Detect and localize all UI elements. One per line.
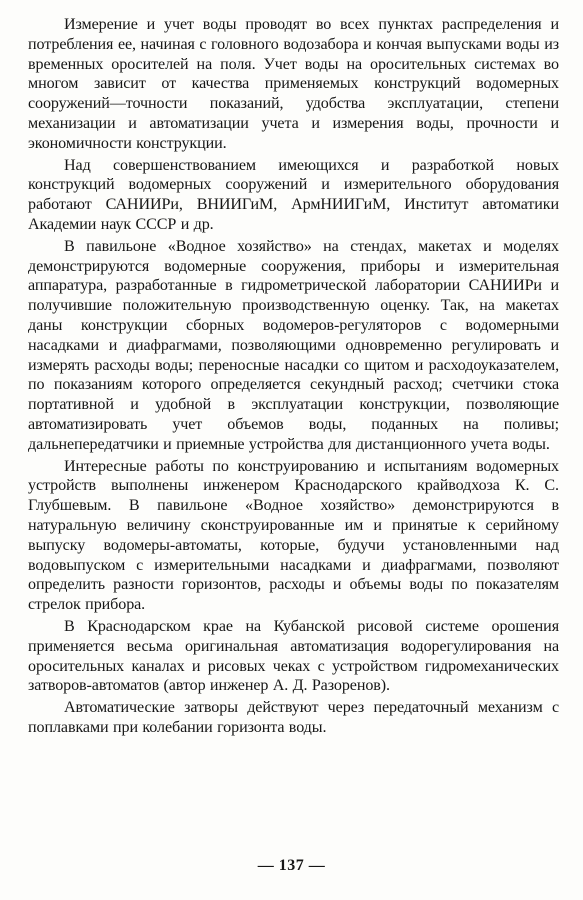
- paragraph-research-institutes: Над совершенствованием имеющихся и разработкой новых конструкций водомерных сооружений и измерительного оборудования работают САНИИРи, ВНИИГиМ, АрмНИИГиМ, Институт автоматики Академии наук СССР и др.: [28, 156, 559, 233]
- page-number: — 137 —: [257, 857, 326, 874]
- paragraph-krasnodar-automation: В Краснодарском крае на Кубанской рисовой системе орошения применяется весьма оригинальная автоматизация водорегулирования на оросительных каналах и рисовых чеках с устройством гидромеханических затворов-автоматов (автор инженер А. Д. Разоренов).: [28, 617, 559, 695]
- paragraph-water-measurement: Измерение и учет воды проводят во всех пунктах распределения и потребления ее, начиная с головного водозабора и кончая выпусками воды из временных оросителей на поля. Учет воды на оросительных системах во многом зависит от качества применяемых конструкций водомерных сооружений—точности показаний, удобства эксплуатации, степени механизации и автоматизации учета и измерения воды, прочности и экономичности конструкции.: [28, 16, 559, 152]
- paragraph-pavilion-exhibits: В павильоне «Водное хозяйство» на стендах, макетах и моделях демонстрируются водомерные сооружения, приборы и измерительная аппаратура, разработанные в гидрометрической лаборатории САНИИРи и получившие положительную производственную оценку. Так, на макетах даны конструкции сборных водомеров-регуляторов с водомерными насадками и диафрагмами, позволяющими одновременно регулировать и измерять расходы воды; переносные насадки со щитом и расходоуказателем, по показаниям которого определяется секундный расход; счетчики стока портативной и удобной в эксплуатации конструкции, позволяющие автоматизировать учет объемов воды, поданных на поливы; дальнепередатчики и приемные устройства для дистанционного учета воды.: [28, 237, 559, 453]
- paragraph-glubshev-works: Интересные работы по конструированию и испытаниям водомерных устройств выполнены инженером Краснодарского крайводхоза К. С. Глубшевым. В павильоне «Водное хозяйство» демонстрируются в натуральную величину сконструированные им и принятые к серийному выпуску водомеры-автоматы, которые, будучи установленными над водовыпуском с измерительными насадками и диафрагмами, позволяют определить разности горизонтов, расходы и объемы воды по показателям стрелок прибора.: [28, 457, 559, 614]
- paragraph-automatic-gates: Автоматические затворы действуют через передаточный механизм с поплавками при колебании горизонта воды.: [28, 699, 559, 736]
